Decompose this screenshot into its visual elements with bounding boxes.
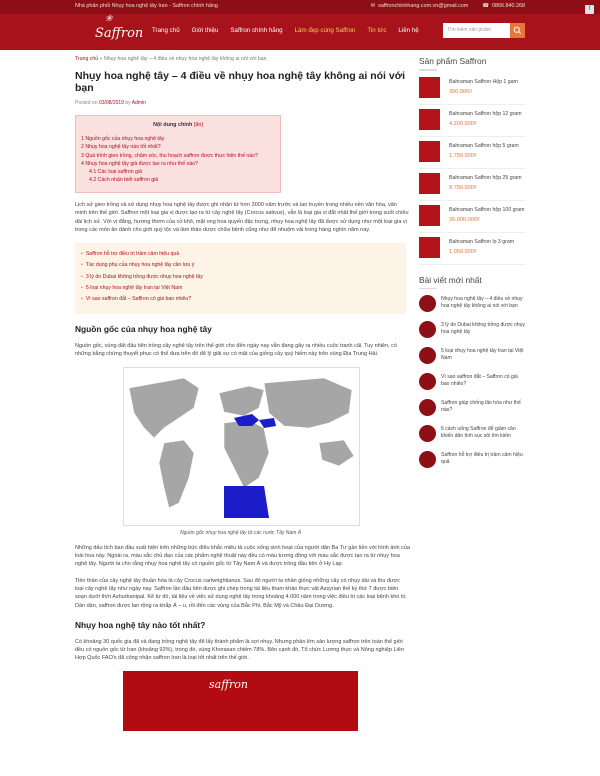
post-title[interactable]: 5 loại nhụy hoa nghệ tây Iran tại Việt Nam: [441, 348, 524, 361]
nav-about[interactable]: Giới thiệu: [191, 27, 219, 34]
toc-item[interactable]: 2 Nhụy hoa nghệ tây nào tốt nhất?: [81, 144, 161, 151]
post-thumbnail[interactable]: [419, 399, 436, 416]
related-link[interactable]: ▪ Vì sao saffron đắt – Saffron có giá bao nhiêu?: [81, 294, 203, 305]
history-paragraph: Những dấu tích ban đầu xuất hiện trên những bức điêu khắc miêu tả cuộc sống sinh hoạt của người dân Ba Tư gần liền với hình ảnh của loài hoa này. Ngoài ra, màu sắc chủ đạo của các phẩm nghệ thuật này đều có màu tương đồng với màu sắc được tạo ra từ nhụy hoa nghệ tây. Người ta cho rằng nhụy hoa nghệ tây có nguồn gốc từ Tây Nam Á và được trồng đầu tiên ở Hy Lạp.: [75, 544, 410, 568]
toc-subitem[interactable]: 4.1 Các loại saffron giả: [89, 169, 142, 176]
saffron-photo: [123, 671, 358, 731]
toc-item[interactable]: 1 Nguồn gốc của nhụy hoa nghệ tây: [81, 136, 165, 142]
product-price: 4.200.000₫: [449, 120, 477, 127]
toc-list: [81, 135, 258, 185]
search-placeholder: Tìm kiếm sản phẩm: [447, 27, 491, 33]
breadcrumb-current: Nhụy hoa nghệ tây – 4 điều về nhụy hoa nghệ tây không ai nói với bạn: [103, 56, 267, 62]
top-email-text: saffronchinhhang.com.vn@gmail.com: [378, 3, 469, 9]
spread-paragraph: Tiền thân của cây nghệ tây thuần hóa là cây Crocus cartwrightianus. Sau đó người ta nhân giống những cây có nhụy dài và thu được loại cây nghệ tây như ngày nay. Saffron lần đầu tiên được ghi chép trong tài liệu tham khảo thực vật Assyrian thế kỷ thứ 7 được biên soạn dưới thời Ashurbanipal. Kể từ đó, tài liệu về việc sử dụng nghệ tây trong khoảng 4.000 năm trong việc điều trị các loại bệnh khó trị. Dần dần, saffron được lan rộng ra khắp Á – u, rồi đến các vùng của Bắc Phi, Bắc Mỹ và Châu Đại Dương.: [75, 577, 407, 609]
products-title: Sản phẩm Saffron: [419, 56, 487, 66]
toc-subitem[interactable]: 4.2 Cách nhận biết saffron giả: [89, 177, 159, 184]
breadcrumb-sep: »: [99, 56, 103, 62]
product-thumbnail[interactable]: [419, 109, 440, 130]
recent-post[interactable]: [419, 425, 525, 448]
product-price: 1.050.000₫: [449, 248, 477, 255]
recent-post[interactable]: [419, 295, 525, 318]
world-map-image: [123, 367, 360, 526]
toc-title: [76, 122, 280, 128]
toc-item[interactable]: 4 Nhụy hoa nghệ tây giả được tạo ra như thế nào?: [81, 160, 199, 167]
toc-toggle[interactable]: [ẩn]: [193, 122, 203, 128]
site-logo[interactable]: [95, 14, 144, 46]
post-meta: [75, 100, 410, 106]
product-item[interactable]: [419, 237, 525, 265]
search-button[interactable]: [510, 23, 525, 38]
post-thumbnail[interactable]: [419, 347, 436, 364]
heading-origin: Nguồn gốc của nhụy hoa nghệ tây: [75, 324, 212, 335]
product-thumbnail[interactable]: [419, 77, 440, 98]
toc-heading: Nội dung chính: [153, 122, 193, 128]
post-thumbnail[interactable]: [419, 425, 436, 442]
product-item[interactable]: [419, 173, 525, 201]
top-bar: [0, 0, 600, 14]
product-name[interactable]: Bahraman Saffron lọ 3 gram: [449, 238, 515, 245]
title-divider: [419, 288, 437, 290]
main-content: [75, 56, 410, 731]
breadcrumb: [75, 56, 410, 62]
post-title[interactable]: Saffron hỗ trợ điều trị trầm cảm hiệu quả: [441, 452, 523, 465]
product-thumbnail[interactable]: [419, 141, 440, 162]
product-name[interactable]: Bahraman Saffron Hộp 1 gam: [449, 78, 518, 85]
post-title[interactable]: Vì sao saffron đắt – Saffron có giá bao nhiêu?: [441, 374, 518, 387]
phone-icon: ☎: [482, 3, 490, 9]
post-title[interactable]: 5 cách uống Saffron để giảm cân khiến dân tình sục sôi tìm kiếm: [441, 426, 516, 439]
related-link[interactable]: ▪ 3 lý do Dubai không trồng được nhụy hoa nghệ tây: [81, 272, 203, 283]
nav-saffron[interactable]: Saffron chính hãng: [230, 27, 283, 34]
post-by: by: [125, 100, 131, 106]
recent-post[interactable]: [419, 399, 525, 422]
post-author[interactable]: Admin: [131, 100, 146, 106]
title-divider: [419, 69, 437, 71]
product-name[interactable]: Bahraman Saffron hộp 100 gram: [449, 206, 525, 213]
related-links-box: [75, 243, 406, 314]
product-name[interactable]: Bahraman Saffron hộp 25 gram: [449, 174, 522, 181]
top-tagline: Nhà phân phối Nhụy hoa nghệ tây Iran - Saffron chính hãng: [75, 3, 218, 9]
product-item[interactable]: [419, 205, 525, 233]
mail-icon: ✉: [370, 3, 376, 9]
product-thumbnail[interactable]: [419, 173, 440, 194]
nav-beauty[interactable]: Làm đẹp cùng Saffron: [294, 27, 356, 34]
best-paragraph: Có khoảng 30 quốc gia đã và đang trồng nghệ tây để lấy thành phẩm là sợi nhụy. Nhưng phần lớn sản lượng saffron trên toàn thế giới đều có nguồn gốc từ Iran (khoảng 92%), trong đó, vùng Khorasan chiếm 78%. Bên cạnh đó, Tổ chức Lương thực và Nông nghiệp Liên Hợp Quốc FAO's đã công nhận saffron Iran là loại tốt nhất trên thế giới.: [75, 638, 404, 662]
flower-icon: ❀: [105, 14, 113, 24]
nav-home[interactable]: Trang chủ: [152, 27, 180, 34]
nav-news[interactable]: Tin tức: [367, 27, 387, 34]
sidebar: [419, 56, 525, 477]
posts-title: Bài viết mới nhất: [419, 274, 482, 285]
product-price: 8.750.000₫: [449, 184, 477, 191]
product-item[interactable]: [419, 141, 525, 169]
search-icon: [510, 23, 525, 38]
facebook-icon[interactable]: f: [585, 5, 594, 14]
post-title[interactable]: Saffron giúp chống lão hóa như thế nào?: [441, 400, 521, 413]
post-title[interactable]: Nhụy hoa nghệ tây – 4 điều về nhụy hoa nghệ tây không ai nói với bạn: [441, 296, 523, 309]
recent-post[interactable]: [419, 451, 525, 474]
product-thumbnail[interactable]: [419, 205, 440, 226]
product-name[interactable]: Bahraman Saffron hộp 5 gram: [449, 142, 519, 149]
product-price: 1.750.000₫: [449, 152, 477, 159]
product-price: 35.000.000₫: [449, 216, 480, 223]
top-phone-text: 0866.840.268: [492, 3, 525, 9]
product-item[interactable]: [419, 109, 525, 137]
photo-brand-text: saffron: [209, 677, 248, 691]
related-list: [81, 249, 203, 305]
nav-contact[interactable]: Liên hệ: [398, 27, 419, 34]
post-thumbnail[interactable]: [419, 321, 436, 338]
related-link[interactable]: ▪ 5 loại nhụy hoa nghệ tây Iran tại Việt Nam: [81, 283, 203, 294]
main-nav: [152, 27, 419, 34]
recent-post[interactable]: [419, 321, 525, 344]
post-thumbnail[interactable]: [419, 295, 436, 312]
post-thumbnail[interactable]: [419, 451, 436, 468]
intro-paragraph: Lịch sử gieo trồng và sử dụng nhụy hoa nghệ tây được ghi nhận từ hơn 3000 năm trước và lan truyền trong nhiều nền văn hóa, văn minh trên thế giới. Saffron một loại gia vị được tạo ra từ cây nghệ tây (Crocus sativus), vẫn là loại gia vị đắt nhất thế giới trong suốt chiều dài lịch sử. Với vị đắng, hương thơm của cỏ khô, mặt ong hoa quyến đặc trưng, nhụy hoa nghệ tây đã được sử dụng như một loại gia vị trong các món ăn dành cho giới quý tộc và làm thảo dược chữa bệnh cũng như để nhuộm vải trong hàng nghìn năm nay.: [75, 202, 409, 233]
world-map-graphic: [124, 368, 359, 525]
recent-post[interactable]: [419, 347, 525, 370]
recent-post[interactable]: [419, 373, 525, 396]
top-phone[interactable]: [482, 3, 525, 9]
product-name[interactable]: Bahraman Saffron hộp 12 gram: [449, 110, 522, 117]
map-caption: Nguồn gốc nhụy hoa nghệ tây từ các nước Tây Nam Á: [179, 529, 302, 536]
related-link[interactable]: ▪ Saffron hỗ trợ điều trị trầm cảm hiệu quả: [81, 249, 203, 260]
top-email[interactable]: [371, 3, 469, 9]
post-date[interactable]: 03/08/2019: [98, 100, 124, 106]
product-thumbnail[interactable]: [419, 237, 440, 258]
page-title: Nhụy hoa nghệ tây – 4 điều về nhụy hoa nghệ tây không ai nói với bạn: [75, 70, 406, 94]
toc-item[interactable]: 3 Quá trình gieo trồng, chăm sóc, thu hoạch saffron được thực hiện thế nào?: [81, 152, 258, 159]
origin-paragraph: Nguồn gốc, vùng đất đầu tiên trồng cây nghệ tây trên thế giới cho đến ngày nay vẫn đang gây ra nhiều cuộc tranh cãi. Tuy nhiên, có những bằng chứng thuyết phục có thể đưa trên đồ để lý giải sự có mặt của giống cây quý hiếm này trên vùng Địa Trung Hải.: [75, 343, 397, 358]
product-price: 350.000₫: [449, 88, 473, 95]
post-thumbnail[interactable]: [419, 373, 436, 390]
search-bar: [443, 23, 525, 38]
posted-prefix: Posted on: [75, 100, 98, 106]
related-link[interactable]: ▪ Tác dụng phụ của nhụy hoa nghệ tây cần lưu ý: [81, 260, 203, 271]
logo-text: Saffron: [95, 26, 144, 41]
table-of-contents: [75, 115, 281, 193]
heading-best: Nhụy hoa nghệ tây nào tốt nhất?: [75, 619, 206, 630]
post-title[interactable]: 3 lý do Dubai không trồng được nhụy hoa nghệ tây: [441, 322, 526, 335]
breadcrumb-home[interactable]: Trang chủ: [75, 56, 99, 62]
product-item[interactable]: [419, 77, 525, 105]
